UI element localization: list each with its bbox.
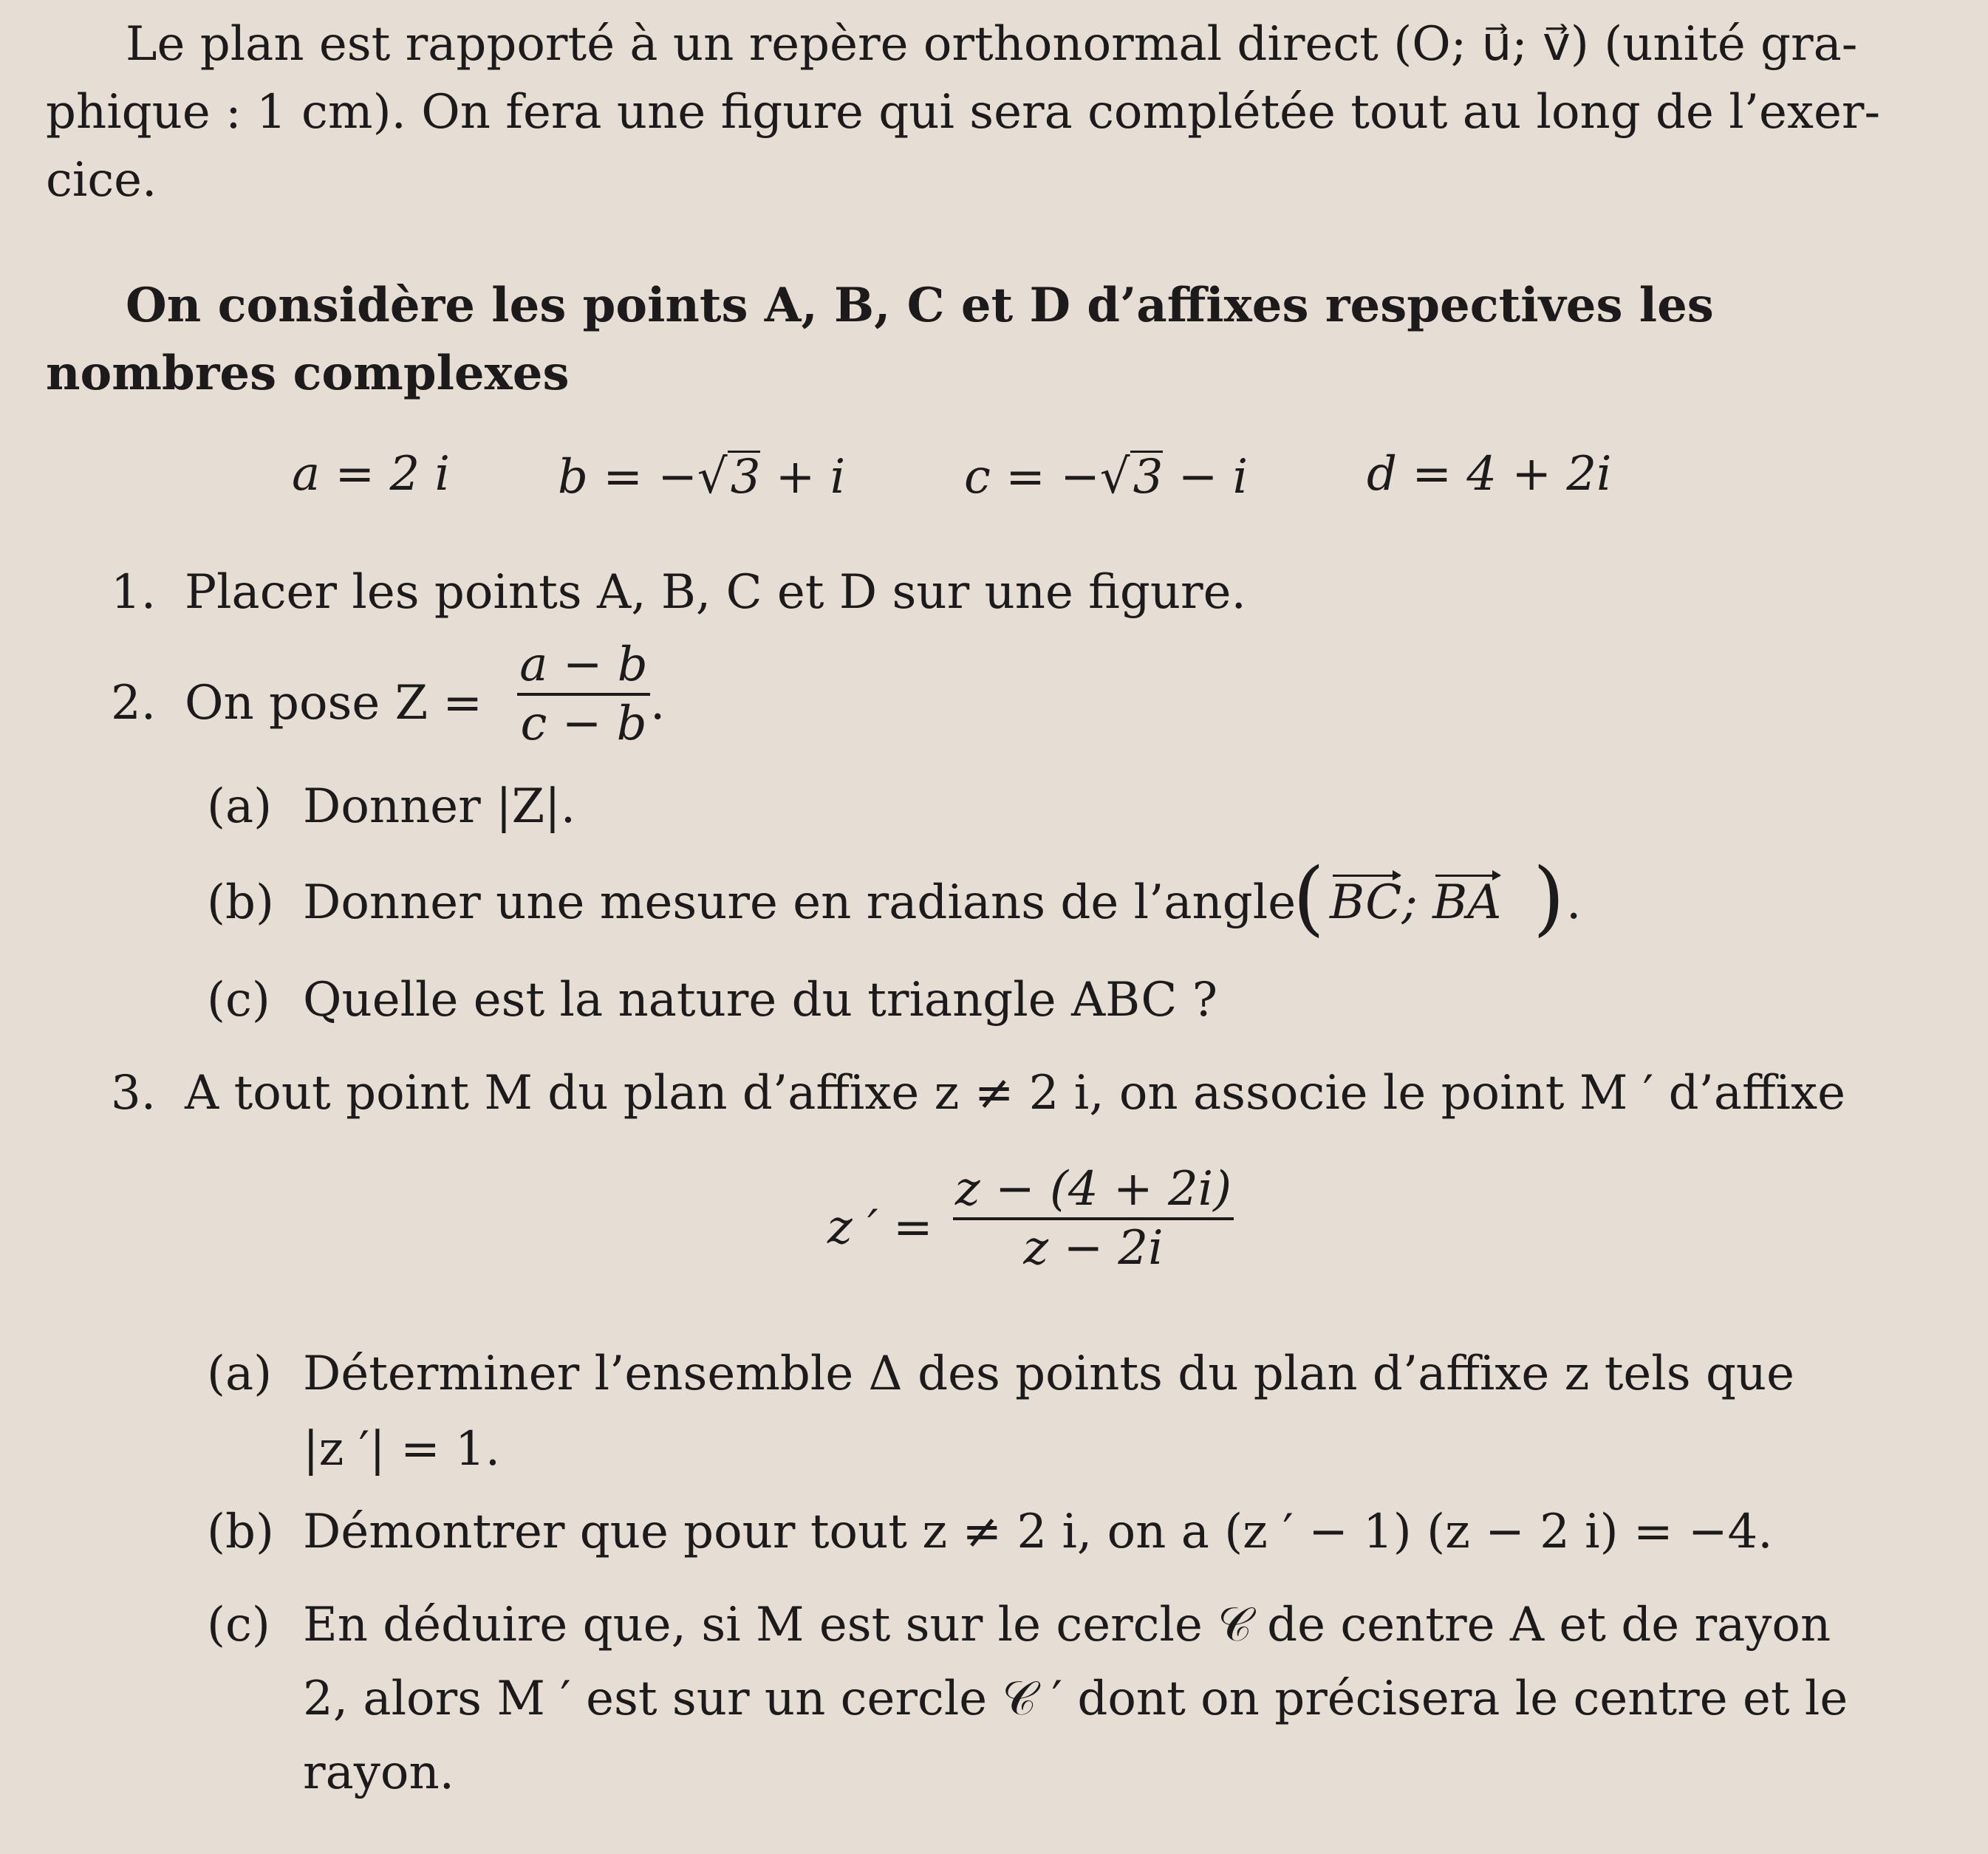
affix-c-lead: c = −: [964, 450, 1100, 504]
q1-number: 1.: [111, 565, 157, 620]
q2b-close-paren: ): [1533, 850, 1565, 945]
statement-line-2: nombres complexes: [46, 346, 570, 401]
q2c-text: Quelle est la nature du triangle ABC ?: [303, 973, 1217, 1027]
q3a-line-2: |z ′| = 1.: [303, 1422, 501, 1477]
affix-c-tail: − i: [1163, 450, 1249, 504]
q2b-label: (b): [207, 875, 274, 930]
q2b-dot: .: [1566, 875, 1582, 930]
vector-bc: BC: [1330, 875, 1402, 930]
affix-c: c = −√3 − i: [964, 450, 1249, 504]
q2a-label: (a): [207, 779, 273, 834]
q2b-angle: [1330, 875, 1502, 930]
affix-a: a = 2 i: [292, 447, 450, 502]
q2-lead: On pose Z =: [185, 676, 483, 731]
q3a-line-1: Déterminer l’ensemble Δ des points du plan d’affixe z tels que: [303, 1347, 1794, 1401]
intro-line-2: phique : 1 cm). On fera une figure qui sera complétée tout au long de l’exer-: [46, 85, 1881, 140]
q1-text: Placer les points A, B, C et D sur une figure.: [185, 565, 1246, 620]
q3-frac-den: z − 2i: [1023, 1221, 1164, 1276]
q2-number: 2.: [111, 676, 157, 731]
q3b-label: (b): [207, 1505, 274, 1559]
q3b-text: Démontrer que pour tout z ≠ 2 i, on a (z ′ − 1) (z − 2 i) = −4.: [303, 1505, 1773, 1559]
q3-fraction: [953, 1162, 1234, 1276]
q2-frac-num: a − b: [519, 637, 648, 692]
vector-ba: BA: [1432, 875, 1502, 930]
affixes-row: [0, 447, 1988, 510]
q3-frac-bar: [953, 1217, 1234, 1220]
affix-d: d = 4 + 2i: [1367, 447, 1612, 502]
affix-b: b = −√3 + i: [558, 450, 846, 504]
q3-number: 3.: [111, 1066, 157, 1121]
q2-frac-bar: [517, 693, 650, 696]
q2-frac-den: c − b: [520, 697, 647, 751]
q3c-label: (c): [207, 1598, 270, 1652]
q3c-line-3: rayon.: [303, 1745, 454, 1800]
q2-dot: .: [650, 676, 666, 731]
q3-frac-num: z − (4 + 2i): [954, 1162, 1232, 1217]
q2b-separator: ;: [1401, 875, 1418, 930]
affix-b-tail: + i: [760, 450, 846, 504]
q3a-label: (a): [207, 1347, 273, 1401]
q2b-open-paren: (: [1293, 850, 1325, 945]
affix-b-lead: b = −: [558, 450, 697, 504]
affix-b-root: 3: [728, 451, 761, 502]
intro-line-1: Le plan est rapporté à un repère orthonormal direct (O; u⃗; v⃗) (unité gra-: [126, 17, 1858, 72]
q3c-line-1: En déduire que, si M est sur le cercle 𝒞 de centre A et de rayon: [303, 1598, 1831, 1652]
q3c-line-2: 2, alors M ′ est sur un cercle 𝒞 ′ dont on précisera le centre et le: [303, 1672, 1848, 1726]
affix-c-root: 3: [1130, 451, 1164, 502]
q2b-text: Donner une mesure en radians de l’angle: [303, 875, 1297, 930]
q2-fraction: [517, 637, 650, 751]
q2c-label: (c): [207, 973, 270, 1027]
q2a-text: Donner |Z|.: [303, 779, 576, 834]
q3-text: A tout point M du plan d’affixe z ≠ 2 i, on associe le point M ′ d’affixe: [185, 1066, 1845, 1121]
intro-line-3: cice.: [46, 153, 157, 208]
statement-line-1: On considère les points A, B, C et D d’affixes respectives les: [126, 278, 1714, 333]
q3-eq-lhs: z ′ =: [827, 1200, 933, 1255]
